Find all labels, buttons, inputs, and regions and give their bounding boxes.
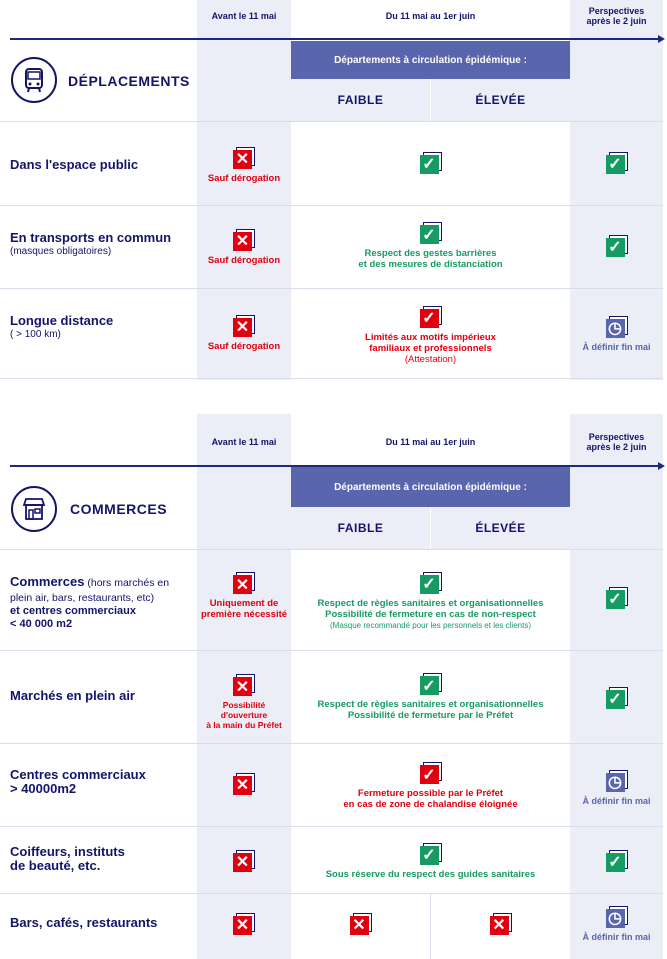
before-note: Sauf dérogation: [207, 254, 281, 266]
after-cell: [570, 843, 663, 878]
allowed-icon: ✓: [606, 587, 628, 609]
row-divider: [0, 121, 663, 122]
during-note-line: Respect de règles sanitaires et organisationnelles: [317, 699, 544, 710]
after-cell: [570, 764, 663, 812]
row-label-main: > 40000m2: [10, 781, 77, 796]
during-note-line: Sous réserve du respect des guides sanitaires: [325, 868, 536, 880]
before-note: à la main du Préfet: [206, 720, 282, 730]
allowed-icon: ✓: [606, 152, 628, 174]
row-label: [10, 845, 125, 873]
shop-icon: [11, 486, 57, 532]
phase-after-line1: Perspectives: [588, 6, 645, 16]
closed-icon: ✕: [233, 850, 255, 872]
during-note-line: Fermeture possible par le Préfet: [357, 788, 504, 799]
before-cell: [197, 222, 291, 272]
closed-icon: ✕: [233, 913, 255, 935]
during-note-line: en cas de zone de chalandise éloignée: [343, 799, 518, 810]
row-label: [10, 158, 138, 172]
clock-icon: ◷: [606, 906, 628, 928]
before-cell: [197, 666, 291, 738]
phase-during: Du 11 mai au 1er juin: [385, 437, 476, 447]
before-cell: [197, 843, 291, 878]
after-cell: [570, 145, 663, 180]
dept-header: Départements à circulation épidémique :: [291, 41, 570, 79]
level-high: ÉLEVÉE: [431, 79, 570, 121]
row-label-sub: (hors marchés en plein air, bars, restaurants, etc): [10, 577, 170, 604]
during-cell: [291, 214, 570, 278]
during-cell: [291, 145, 570, 180]
section-title-deplacements: DÉPLACEMENTS: [68, 73, 190, 89]
allowed-icon: ✓: [606, 235, 628, 257]
allowed-icon: ✓: [420, 843, 442, 865]
row-label: [10, 916, 157, 930]
after-cell: [570, 228, 663, 263]
closed-icon: ✕: [350, 913, 372, 935]
row-label-sub: (masques obligatoires): [10, 246, 112, 257]
before-cell: [197, 766, 291, 801]
row-label-main: En transports en commun: [10, 230, 172, 245]
row-label: [10, 231, 171, 259]
row-label: [10, 689, 135, 703]
level-high: ÉLEVÉE: [431, 507, 570, 549]
phase-after-line2: après le 2 juin: [586, 16, 647, 26]
timeline-arrowhead: [658, 462, 665, 470]
during-high-cell: [431, 906, 570, 941]
during-note-line: Respect de règles sanitaires et organisationnelles: [317, 597, 544, 609]
timeline-arrowhead: [658, 35, 665, 43]
row-label-main: < 40 000 m2: [10, 618, 73, 630]
before-note: Possibilité: [222, 700, 266, 710]
row-label-main: Commerces: [10, 574, 85, 589]
after-cell: [570, 900, 663, 948]
during-note-line: Possibilité de fermeture en cas de non-respect: [325, 608, 536, 620]
closed-icon: ✕: [490, 913, 512, 935]
phase-during: Du 11 mai au 1er juin: [385, 11, 476, 21]
row-label-main: Bars, cafés, restaurants: [10, 915, 158, 930]
allowed-icon: ✓: [420, 572, 442, 594]
row-label-main: et centres commerciaux: [10, 605, 136, 617]
during-cell: [291, 836, 570, 886]
allowed-icon: ✓: [420, 222, 442, 244]
row-label: [10, 314, 113, 342]
before-note: Uniquement de: [209, 598, 279, 609]
clock-icon: ◷: [606, 316, 628, 338]
after-note: À définir fin mai: [582, 795, 651, 806]
before-note: Sauf dérogation: [207, 172, 281, 184]
phase-after: [570, 2, 663, 30]
row-divider: [0, 205, 663, 206]
before-note: d'ouverture: [220, 710, 268, 720]
during-cell: [291, 755, 570, 817]
restricted-icon: ✓: [420, 306, 442, 328]
during-cell: [291, 297, 570, 373]
before-note: Sauf dérogation: [207, 340, 281, 352]
during-low-cell: [291, 906, 430, 941]
row-label-sub: ( > 100 km): [10, 329, 61, 340]
allowed-icon: ✓: [420, 673, 442, 695]
before-note: première nécessité: [200, 609, 288, 620]
phase-before: Avant le 11 mai: [211, 437, 277, 447]
level-low: FAIBLE: [291, 79, 430, 121]
clock-icon: ◷: [606, 770, 628, 792]
before-cell: [197, 906, 291, 941]
allowed-icon: ✓: [606, 850, 628, 872]
after-cell: [570, 580, 663, 615]
row-label: [10, 768, 146, 796]
after-note: À définir fin mai: [582, 931, 651, 942]
after-note: À définir fin mai: [582, 341, 651, 352]
row-label-main: Centres commerciaux: [10, 767, 146, 782]
phase-after-line1: Perspectives: [588, 432, 645, 442]
row-divider: [0, 826, 663, 827]
row-divider: [0, 549, 663, 550]
before-cell: [197, 566, 291, 626]
before-cell: [197, 140, 291, 190]
after-cell: [570, 310, 663, 358]
level-divider: [430, 79, 431, 121]
row-divider: [0, 743, 663, 744]
closed-icon: ✕: [233, 147, 255, 169]
level-low: FAIBLE: [291, 507, 430, 549]
row-divider: [0, 378, 663, 379]
dept-header: Départements à circulation épidémique :: [291, 467, 570, 507]
before-cell: [197, 308, 291, 358]
after-cell: [570, 680, 663, 715]
row-label-main: Coiffeurs, instituts: [10, 844, 125, 859]
closed-icon: ✕: [233, 773, 255, 795]
during-note-line: Possibilité de fermeture par le Préfet: [347, 710, 514, 721]
during-note-line: familiaux et professionnels: [369, 342, 492, 354]
bus-icon: [11, 57, 57, 103]
row-divider: [0, 893, 663, 894]
during-note-line: Respect des gestes barrières: [364, 248, 497, 259]
closed-icon: ✕: [233, 315, 255, 337]
during-cell: [291, 666, 570, 728]
during-note-line: Limités aux motifs impérieux: [365, 331, 496, 343]
phase-after: [570, 428, 663, 456]
row-label: [10, 575, 190, 631]
row-label-main: de beauté, etc.: [10, 858, 101, 873]
row-label-main: Dans l'espace public: [10, 157, 139, 172]
closed-icon: ✕: [233, 229, 255, 251]
row-divider: [0, 650, 663, 651]
phase-after-line2: après le 2 juin: [586, 442, 647, 452]
row-label-main: Marchés en plein air: [10, 688, 135, 703]
closed-icon: ✕: [233, 674, 255, 696]
restricted-icon: ✓: [420, 762, 442, 784]
closed-icon: ✕: [233, 572, 255, 594]
timeline-arrow: [10, 38, 660, 40]
during-note-line: (Masque recommandé pour les personnels et les clients): [330, 620, 531, 630]
during-note-line: et des mesures de distanciation: [358, 259, 503, 270]
row-divider: [0, 288, 663, 289]
during-note-line: (Attestation): [404, 353, 457, 365]
allowed-icon: ✓: [420, 152, 442, 174]
during-cell: [291, 562, 570, 640]
phase-before: Avant le 11 mai: [211, 11, 277, 21]
allowed-icon: ✓: [606, 687, 628, 709]
row-label-main: Longue distance: [10, 313, 114, 328]
level-divider: [430, 507, 431, 549]
section-title-commerces: COMMERCES: [70, 501, 168, 517]
